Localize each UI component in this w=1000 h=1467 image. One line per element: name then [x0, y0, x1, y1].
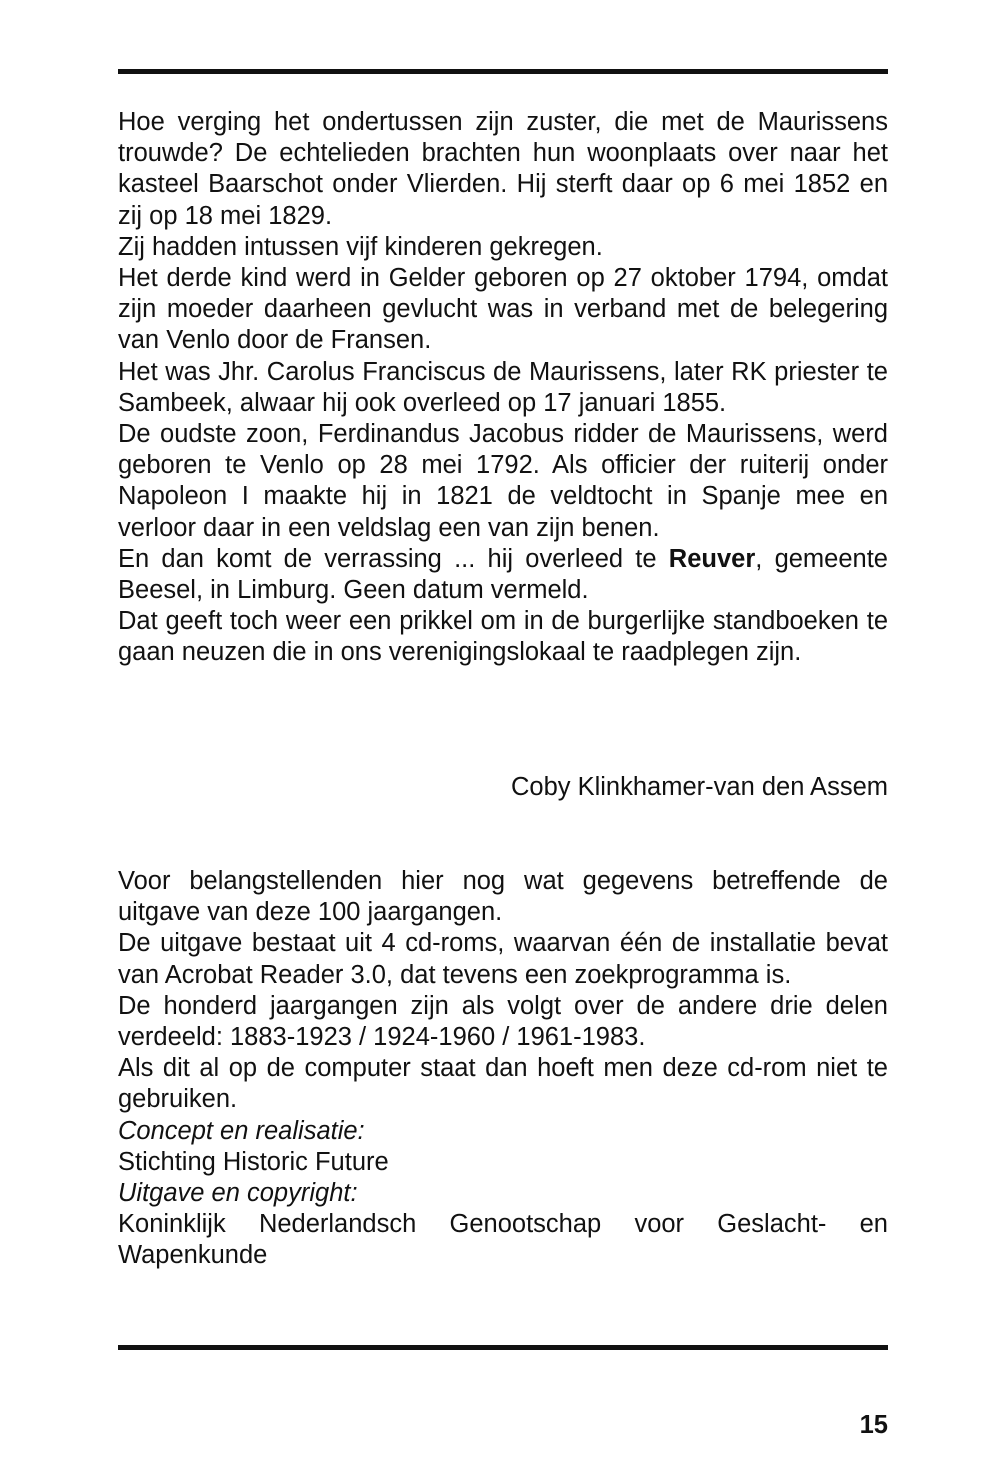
concept-value: Stichting Historic Future [118, 1147, 389, 1176]
top-rule [118, 69, 888, 74]
paragraph-third-child: Het derde kind werd in Gelder geboren op 27 oktober 1794, omdat zijn moeder daarheen gevlucht was in verband met de belegering van Venlo door de Fransen. [118, 264, 888, 355]
publisher-value: Koninklijk Nederlandsch Genootschap voor Geslacht- en Wapenkunde [118, 1210, 888, 1270]
publisher-label: Uitgave en copyright: [118, 1179, 358, 1208]
paragraph-sister: Hoe verging het ondertussen zijn zuster, die met de Maurissens trouwde? De echtelieden brachten hun woonplaats over naar het kasteel Baarschot onder Vlierden. Hij sterft daar op 6 mei 1852 en zij op 18 mei 1829. [118, 108, 888, 230]
info-paragraph-intro: Voor belangstellenden hier nog wat gegevens betreffende de uitgave van deze 100 jaargangen. [118, 867, 888, 927]
paragraph-closing: Dat geeft toch weer een prikkel om in de burgerlijke standboeken te gaan neuzen die in ons verenigingslokaal te raadplegen zijn. [118, 607, 888, 667]
page-number: 15 [859, 1411, 888, 1439]
reuver-bold: Reuver [668, 544, 756, 573]
info-paragraph-computer: Als dit al op de computer staat dan hoeft men deze cd-rom niet te gebruiken. [118, 1054, 888, 1114]
publication-info [118, 866, 888, 1272]
article-body [118, 107, 888, 669]
paragraph-children: Zij hadden intussen vijf kinderen gekregen. [118, 232, 603, 261]
info-paragraph-volumes: De honderd jaargangen zijn als volgt over de andere drie delen verdeeld: 1883-1923 / 1924-1960 / 1961-1983. [118, 991, 888, 1052]
reuver-text-after: , gemeente Beesel, in Limburg. Geen datum vermeld. [118, 544, 888, 605]
info-paragraph-cdroms: De uitgave bestaat uit 4 cd-roms, waarvan één de installatie bevat van Acrobat Reader 3.0, dat tevens een zoekprogramma is. [118, 929, 888, 989]
concept-label: Concept en realisatie: [118, 1116, 365, 1145]
paragraph-carolus: Het was Jhr. Carolus Franciscus de Maurissens, later RK priester te Sambeek, alwaar hij ook overleed op 17 januari 1855. [118, 357, 888, 417]
paragraph-ferdinandus: De oudste zoon, Ferdinandus Jacobus ridder de Maurissens, werd geboren te Venlo op 28 mei 1792. Als officier der ruiterij onder Napoleon I maakte hij in 1821 de veldtocht in Spanje mee en verloor daar in een veldslag een van zijn benen. [118, 420, 888, 542]
author-signature: Coby Klinkhamer-van den Assem [510, 773, 888, 801]
paragraph-reuver [118, 544, 888, 606]
bottom-rule [118, 1345, 888, 1350]
reuver-text-before: En dan komt de verrassing ... hij overleed te [118, 544, 669, 573]
